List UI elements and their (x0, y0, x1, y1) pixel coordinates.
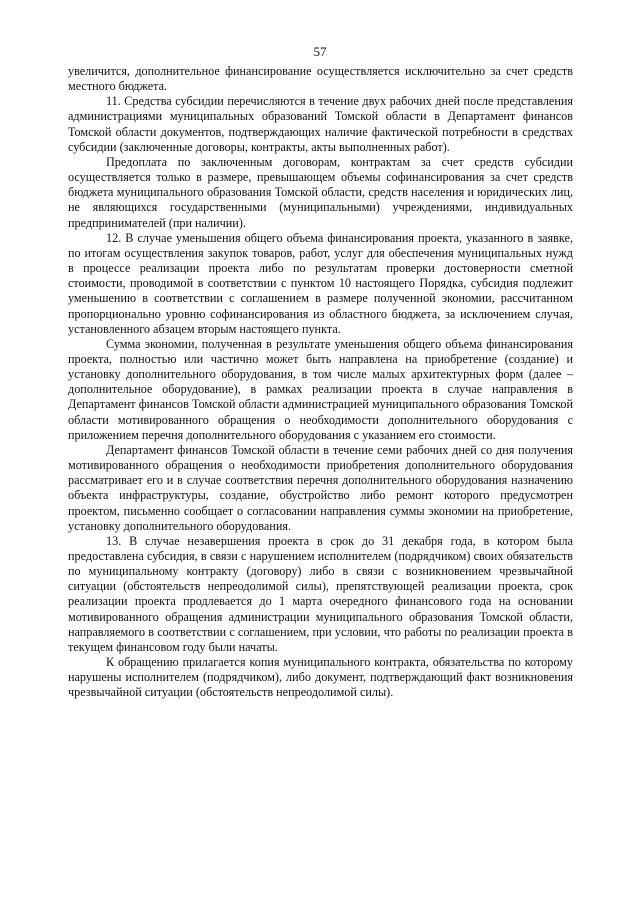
paragraph-item-13: 13. В случае незавершения проекта в срок до 31 декабря года, в котором была предоставлена субсидия, в связи с нарушением исполнителем (подрядчиком) своих обязательств по муниципальному контракту (договору) либо в связи с возникновением чрезвычайной ситуации (обстоятельств непреодолимой силы), препятствующей реализации проекта, срок реализации проекта продлевается до 1 марта очередного финансового года на основании мотивированного обращения администрации муниципального образования Томской области, направляемого в соответствии с соглашением, при условии, что работы по реализации проекта в текущем финансовом году были начаты. (68, 533, 573, 654)
paragraph-item-11: 11. Средства субсидии перечисляются в течение двух рабочих дней после представления администрациями муниципальных образований Томской области в Департамент финансов Томской области документов, подтверждающих наличие фактической потребности в средствах субсидии (заключенные договоры, контракты, акты выполненных работ). (68, 94, 573, 154)
paragraph-savings-amount: Сумма экономии, полученная в результате уменьшения общего объема финансирования проекта, полностью или частично может быть направлена на приобретение (создание) и установку дополнительного оборудования, в том числе малых архитектурных форм (далее – дополнительное оборудование), в рамках реализации проекта в случае направления в Департамент финансов Томской области администрацией муниципального образования Томской области мотивированного обращения о необходимости дополнительного оборудования с приложением перечня дополнительного оборудования с указанием его стоимости. (68, 336, 573, 442)
paragraph-continuation: увеличится, дополнительное финансирование осуществляется исключительно за счет средств местного бюджета. (68, 64, 573, 94)
paragraph-appeal-attachment: К обращению прилагается копия муниципального контракта, обязательства по которому нарушены исполнителем (подрядчиком), либо документ, подтверждающий факт возникновения чрезвычайной ситуации (обстоятельств непреодолимой силы). (68, 655, 573, 700)
paragraph-prepayment: Предоплата по заключенным договорам, контрактам за счет средств субсидии осуществляется только в размере, превышающем объемы софинансирования за счет средств бюджета муниципального образования Томской области, средств населения и юридических лиц, не являющихся государственными (муниципальными) учреждениями, индивидуальных предпринимателей (при наличии). (68, 154, 573, 230)
page-number: 57 (313, 44, 327, 59)
paragraph-finance-department: Департамент финансов Томской области в течение семи рабочих дней со дня получения мотивированного обращения о необходимости приобретения дополнительного оборудования рассматривает его и в случае соответствия перечня дополнительного оборудования назначению объекта инфраструктуры, создание, обустройство либо ремонт которого предусмотрен проектом, письменно сообщает о согласовании направления суммы экономии на приобретение, установку дополнительного оборудования. (68, 442, 573, 533)
paragraph-item-12: 12. В случае уменьшения общего объема финансирования проекта, указанного в заявке, по итогам осуществления закупок товаров, работ, услуг для обеспечения муниципальных нужд в процессе реализации проекта либо по результатам проверки достоверности сметной стоимости, проводимой в соответствии с пунктом 10 настоящего Порядка, субсидия подлежит уменьшению в соответствии с соглашением в размере полученной экономии, рассчитанном пропорционально уровню софинансирования из областного бюджета, за исключением случая, установленного абзацем вторым настоящего пункта. (68, 230, 573, 336)
document-body (68, 64, 573, 701)
